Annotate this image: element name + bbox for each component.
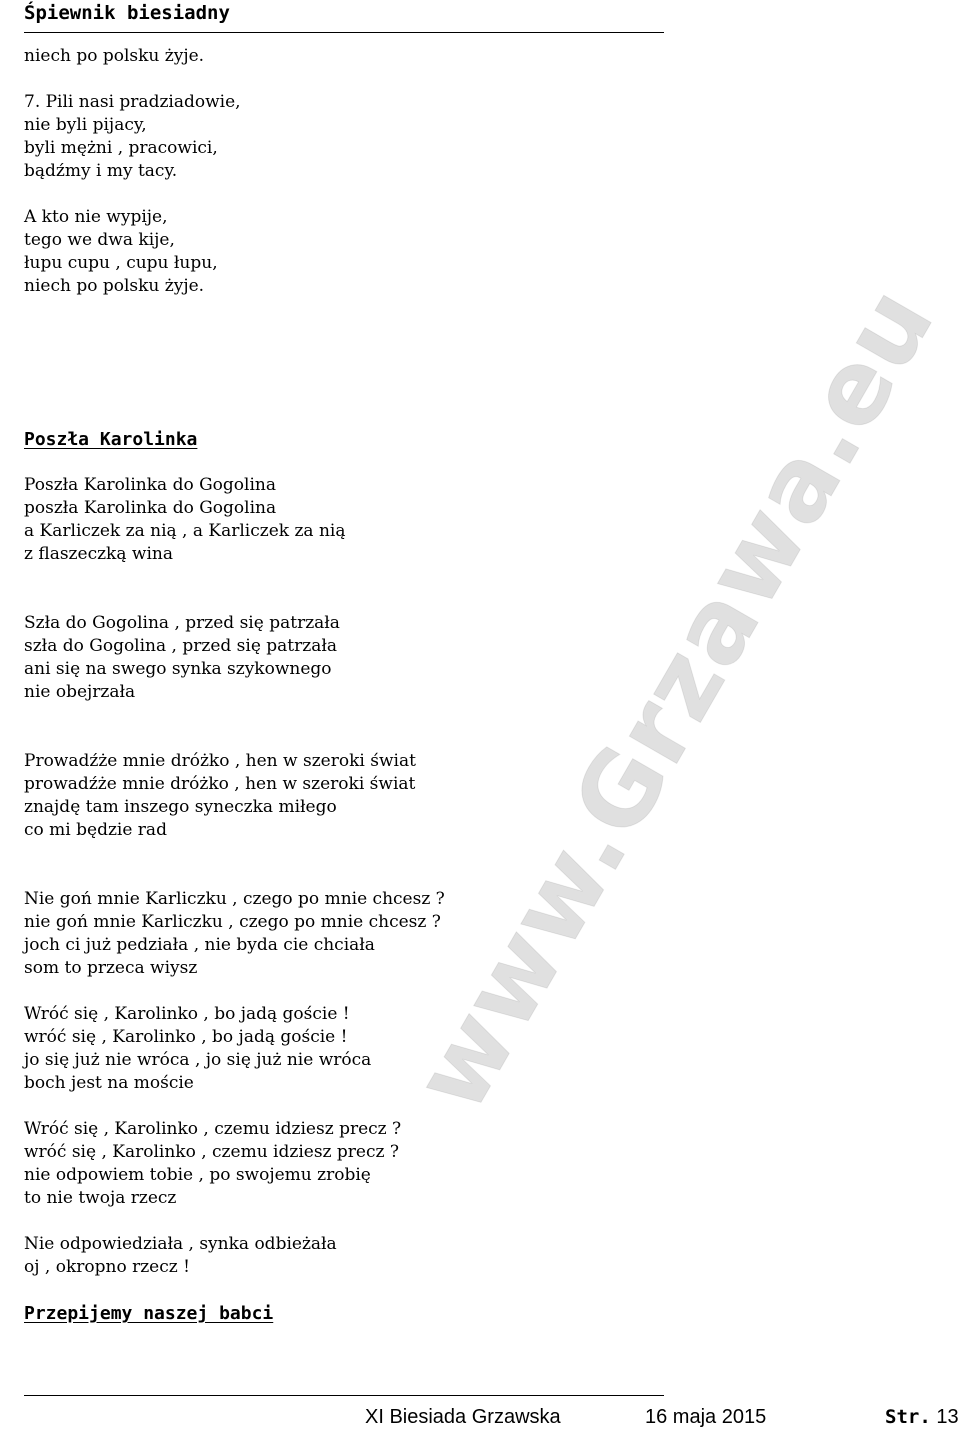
lyric-line: oj , okropno rzecz ! — [24, 1257, 190, 1277]
footer-page — [885, 1404, 959, 1430]
lyric-line: Wróć się , Karolinko , czemu idziesz precz ? — [24, 1119, 402, 1139]
lyric-line: niech po polsku żyje. — [24, 46, 205, 66]
lyric-line: bądźmy i my tacy. — [24, 161, 178, 181]
lyric-line: nie odpowiem tobie , po swojemu zrobię — [24, 1165, 371, 1185]
lyric-line: z flaszeczką wina — [24, 544, 173, 564]
song-fragment — [24, 45, 664, 298]
verse-2 — [24, 612, 664, 704]
lyric-line: a Karliczek za nią , a Karliczek za nią — [24, 521, 346, 541]
verse-3 — [24, 750, 664, 842]
lyric-line: prowadźże mnie dróżko , hen w szeroki świat — [24, 774, 416, 794]
footer-event: XI Biesiada Grzawska — [365, 1406, 561, 1428]
footer-date: 16 maja 2015 — [645, 1406, 767, 1428]
footer-divider — [24, 1395, 664, 1396]
lyric-line: nie byli pijacy, — [24, 115, 147, 135]
song-poszla-karolinka — [24, 428, 664, 1279]
lyric-line: niech po polsku żyje. — [24, 276, 205, 296]
header-divider — [24, 32, 664, 33]
header-title: Śpiewnik biesiadny — [24, 2, 230, 24]
lyric-line: byli mężni , pracowici, — [24, 138, 218, 158]
lyric-line: joch ci już pedziała , nie byda cie chciała — [24, 935, 375, 955]
lyric-line: Nie odpowiedziała , synka odbieżała — [24, 1234, 337, 1254]
lyric-line: A kto nie wypije, — [24, 207, 168, 227]
verse-4 — [24, 888, 664, 980]
lyric-line: co mi będzie rad — [24, 820, 167, 840]
verse-1 — [24, 474, 664, 566]
song-title: Przepijemy naszej babci — [24, 1303, 274, 1324]
lyric-line: nie goń mnie Karliczku , czego po mnie chcesz ? — [24, 912, 441, 932]
song-przepijemy — [24, 1302, 664, 1326]
lyric-line: szła do Gogolina , przed się patrzała — [24, 636, 338, 656]
lyric-line: znajdę tam inszego syneczka miłego — [24, 797, 337, 817]
lyric-line: Szła do Gogolina , przed się patrzała — [24, 613, 340, 633]
lyric-line: Wróć się , Karolinko , bo jadą goście ! — [24, 1004, 350, 1024]
watermark: www.Grzawa.eu — [391, 267, 958, 1130]
lyric-line: som to przeca wiysz — [24, 958, 198, 978]
lyric-line: to nie twoja rzecz — [24, 1188, 177, 1208]
lyric-line: jo się już nie wróca , jo się już nie wróca — [24, 1050, 372, 1070]
verse-6 — [24, 1118, 664, 1210]
song-content — [24, 45, 664, 1326]
lyric-line: Poszła Karolinka do Gogolina — [24, 475, 276, 495]
lyric-line: ani się na swego synka szykownego — [24, 659, 332, 679]
lyric-line: wróć się , Karolinko , czemu idziesz precz ? — [24, 1142, 399, 1162]
lyric-line: tego we dwa kije, — [24, 230, 175, 250]
lyric-line: poszła Karolinka do Gogolina — [24, 498, 277, 518]
lyric-line: łupu cupu , cupu łupu, — [24, 253, 218, 273]
lyric-line: nie obejrzała — [24, 682, 136, 702]
page-number: 13 — [936, 1406, 959, 1428]
page-label: Str. — [885, 1406, 931, 1428]
song-title: Poszła Karolinka — [24, 429, 198, 450]
lyric-line: Prowadźże mnie dróżko , hen w szeroki świat — [24, 751, 416, 771]
lyric-line: boch jest na moście — [24, 1073, 194, 1093]
lyric-line: Nie goń mnie Karliczku , czego po mnie chcesz ? — [24, 889, 445, 909]
lyric-line: wróć się , Karolinko , bo jadą goście ! — [24, 1027, 348, 1047]
lyric-line: 7. Pili nasi pradziadowie, — [24, 92, 241, 112]
verse-7 — [24, 1233, 664, 1279]
verse-5 — [24, 1003, 664, 1095]
